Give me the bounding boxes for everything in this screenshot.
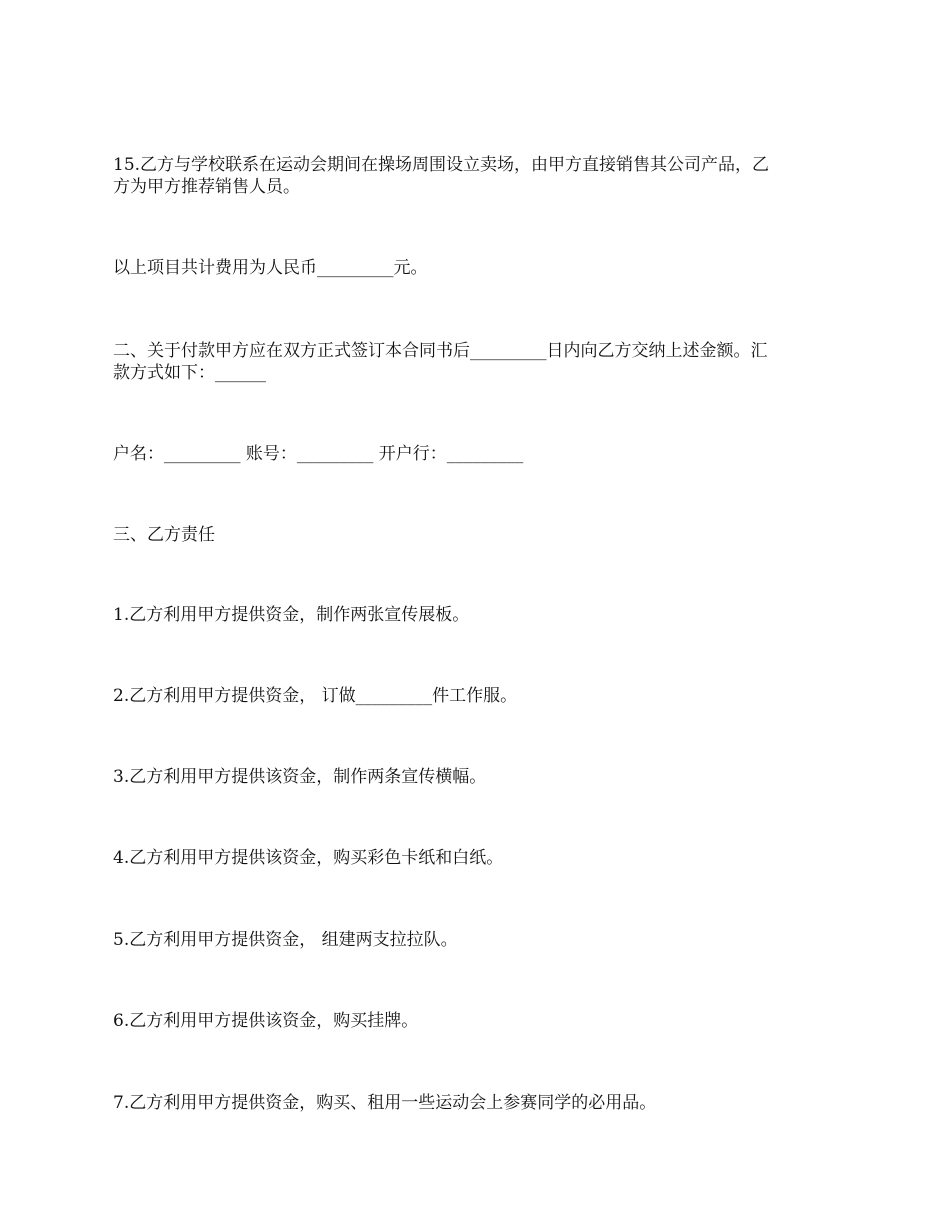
responsibility-item-3: 3.乙方利用甲方提供该资金，制作两条宣传横幅。: [113, 767, 487, 787]
clause-15-line-1: 15.乙方与学校联系在运动会期间在操场周围设立卖场，由甲方直接销售其公司产品，乙: [113, 155, 770, 175]
responsibility-item-7: 7.乙方利用甲方提供资金，购买、租用一些运动会上参赛同学的必用品。: [113, 1093, 657, 1113]
section-3-heading: 三、乙方责任: [113, 525, 215, 545]
payment-clause-line-2: 款方式如下：______: [113, 363, 266, 383]
payment-clause-line-1: 二、关于付款甲方应在双方正式签订本合同书后_________日内向乙方交纳上述金额。汇: [113, 341, 768, 361]
responsibility-item-4: 4.乙方利用甲方提供该资金，购买彩色卡纸和白纸。: [113, 848, 504, 868]
payment-clause: [113, 340, 835, 384]
responsibility-item-2: 2.乙方利用甲方提供资金， 订做_________件工作服。: [113, 686, 518, 706]
responsibility-item-5: 5.乙方利用甲方提供资金， 组建两支拉拉队。: [113, 930, 458, 950]
total-fee-line: 以上项目共计费用为人民币_________元。: [113, 258, 428, 278]
responsibility-item-6: 6.乙方利用甲方提供该资金，购买挂牌。: [113, 1011, 419, 1031]
responsibility-item-1: 1.乙方利用甲方提供资金，制作两张宣传展板。: [113, 605, 470, 625]
clause-15: [113, 154, 835, 198]
clause-15-line-2: 方为甲方推荐销售人员。: [113, 177, 300, 197]
bank-account-line: 户名：_________ 账号：_________ 开户行：_________: [113, 444, 524, 464]
